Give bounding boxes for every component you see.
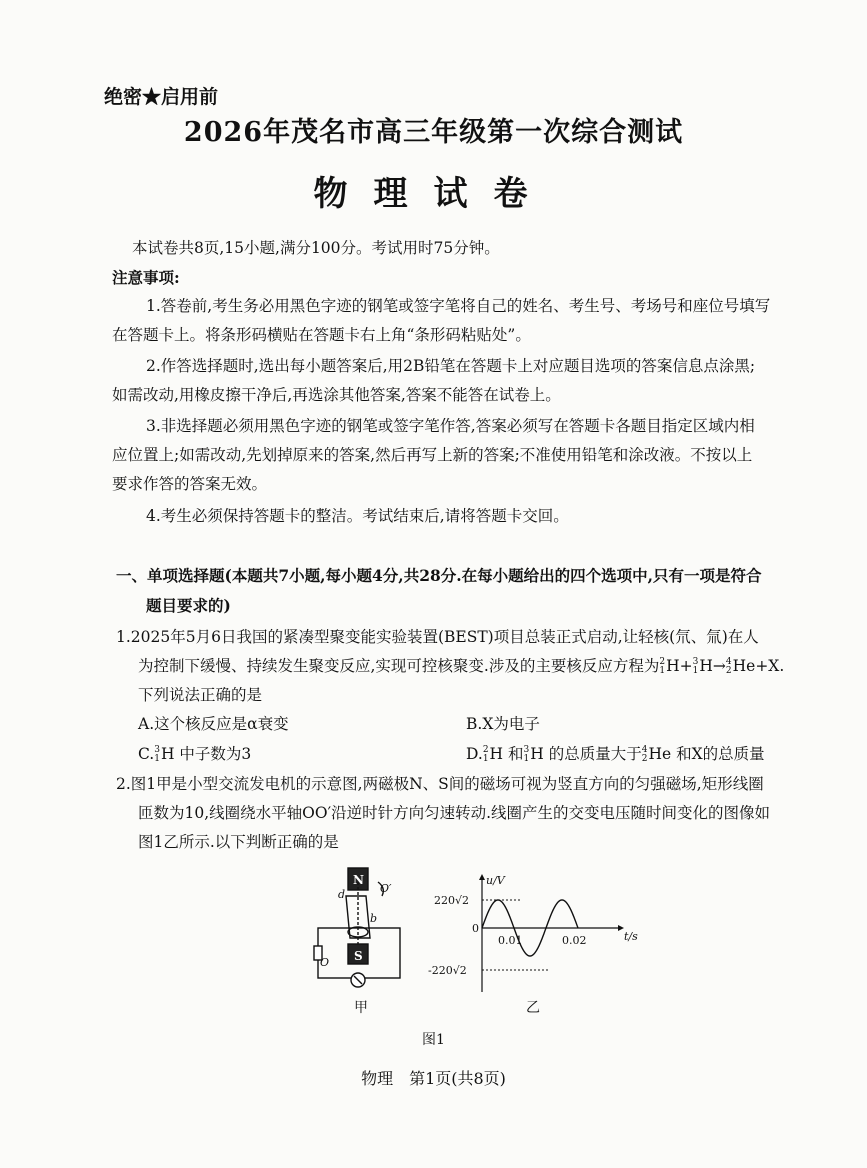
figure-1 xyxy=(300,862,660,1022)
q1-option-d-text: 的总质量大于 xyxy=(548,745,642,763)
reaction-arrow: → xyxy=(712,657,726,675)
note-2-line-1: 2.作答选择题时,选出每小题答案后,用2B铅笔在答题卡上对应题目选项的答案信息点涂黑; xyxy=(146,357,756,375)
right-caption: 乙 xyxy=(526,1000,540,1016)
label-b: b xyxy=(370,912,378,925)
q1-line-2-text: 为控制下缓慢、持续发生聚变反应,实现可控核聚变.涉及的主要核反应方程为 xyxy=(138,657,660,675)
note-3-line-1: 3.非选择题必须用黑色字迹的钢笔或签字笔作答,答案必须写在答题卡各题目指定区域内相 xyxy=(146,417,755,435)
label-o-prime: O′ xyxy=(380,882,392,895)
note-3-line-3: 要求作答的答案无效。 xyxy=(112,475,268,493)
label-d: d xyxy=(338,888,346,901)
origin-label: 0 xyxy=(472,922,479,935)
q1-line-3: 下列说法正确的是 xyxy=(138,686,263,704)
min-label: -220√2 xyxy=(428,964,467,977)
q2-line-3: 图1乙所示.以下判断正确的是 xyxy=(138,833,339,851)
q1-line-2: 为控制下缓慢、持续发生聚变反应,实现可控核聚变.涉及的主要核反应方程为 2 1 H+ 3 1 H→ 4 2 He+X. xyxy=(138,657,785,676)
q1-option-d: D. 2 1 H 和 3 1 H 的总质量大于 4 2 He 和X的总质量 xyxy=(466,745,765,764)
note-1-line-2: 在答题卡上。将条形码横贴在答题卡右上角“条形码粘贴处”。 xyxy=(112,326,531,344)
note-1-line-1: 1.答卷前,考生务必用黑色字迹的钢笔或签字笔将自己的姓名、考生号、考场号和座位号填写 xyxy=(146,297,771,315)
h3-nuclide-d: 3 1 xyxy=(523,745,530,764)
note-4-line-1: 4.考生必须保持答题卡的整洁。考试结束后,请将答题卡交回。 xyxy=(146,507,569,525)
q2-line-1: 2.图1甲是小型交流发电机的示意图,两磁极N、S间的磁场可视为竖直方向的匀强磁场,矩形线圈 xyxy=(116,775,764,793)
q1-option-d-and: 和 xyxy=(508,745,524,763)
q1-option-d-tail: 和X的总质量 xyxy=(676,745,765,763)
u-axis-arrow xyxy=(479,874,485,880)
note-2-line-2: 如需改动,用橡皮擦干净后,再选涂其他答案,答案不能答在试卷上。 xyxy=(112,386,561,404)
subject-title: 物理试卷 xyxy=(313,174,554,214)
notes-title: 注意事项: xyxy=(112,268,180,287)
h2-nuclide-d: 2 1 xyxy=(482,745,489,764)
page-footer: 物理 第1页(共8页) xyxy=(361,1069,506,1088)
he4-nuclide-d: 4 2 xyxy=(641,745,648,764)
q1-option-a: A.这个核反应是α衰变 xyxy=(138,715,289,733)
left-caption: 甲 xyxy=(354,1000,368,1016)
h2-nuclide: 2 1 xyxy=(659,657,666,676)
tick-002: 0.02 xyxy=(562,934,587,947)
exam-title: 2026年茂名市高三年级第一次综合测试 xyxy=(183,117,684,148)
tick-001: 0.01 xyxy=(498,934,523,947)
y-axis-label: u/V xyxy=(486,874,505,887)
h3-nuclide-c: 3 1 xyxy=(154,745,160,764)
section-1-heading-line-2: 题目要求的) xyxy=(146,596,231,615)
label-s: S xyxy=(354,949,363,963)
voltage-graph xyxy=(479,874,624,992)
q1-line-1: 1.2025年5月6日我国的紧凑型聚变能实验装置(BEST)项目总装正式启动,让轻核(氘、氚)在人 xyxy=(116,628,759,646)
reaction-tail: +X. xyxy=(755,657,785,675)
q2-line-2: 匝数为10,线圈绕水平轴OO′沿逆时针方向匀速转动.线圈产生的交变电压随时间变化的图像如 xyxy=(138,804,771,822)
intro-text: 本试卷共8页,15小题,满分100分。考试用时75分钟。 xyxy=(132,239,500,257)
max-label: 220√2 xyxy=(434,894,470,907)
h3-nuclide: 3 1 xyxy=(692,657,699,676)
q1-option-c-text: 中子数为3 xyxy=(179,745,252,763)
he4-nuclide: 4 2 xyxy=(725,657,732,676)
q1-option-b: B.X为电子 xyxy=(466,715,540,733)
label-n: N xyxy=(353,873,364,887)
note-3-line-2: 应位置上;如需改动,先划掉原来的答案,然后再写上新的答案;不准使用铅笔和涂改液。不按以上 xyxy=(112,446,753,464)
q1-option-c: C. 3 1 H 中子数为3 xyxy=(138,745,252,764)
figure-caption: 图1 xyxy=(422,1032,445,1048)
x-axis-label: t/s xyxy=(624,930,638,943)
label-o: O xyxy=(320,956,330,969)
confidential-label: 绝密★启用前 xyxy=(104,86,219,108)
section-1-heading-line-1: 一、单项选择题(本题共7小题,每小题4分,共28分.在每小题给出的四个选项中,只有一项是符合 xyxy=(116,566,762,585)
